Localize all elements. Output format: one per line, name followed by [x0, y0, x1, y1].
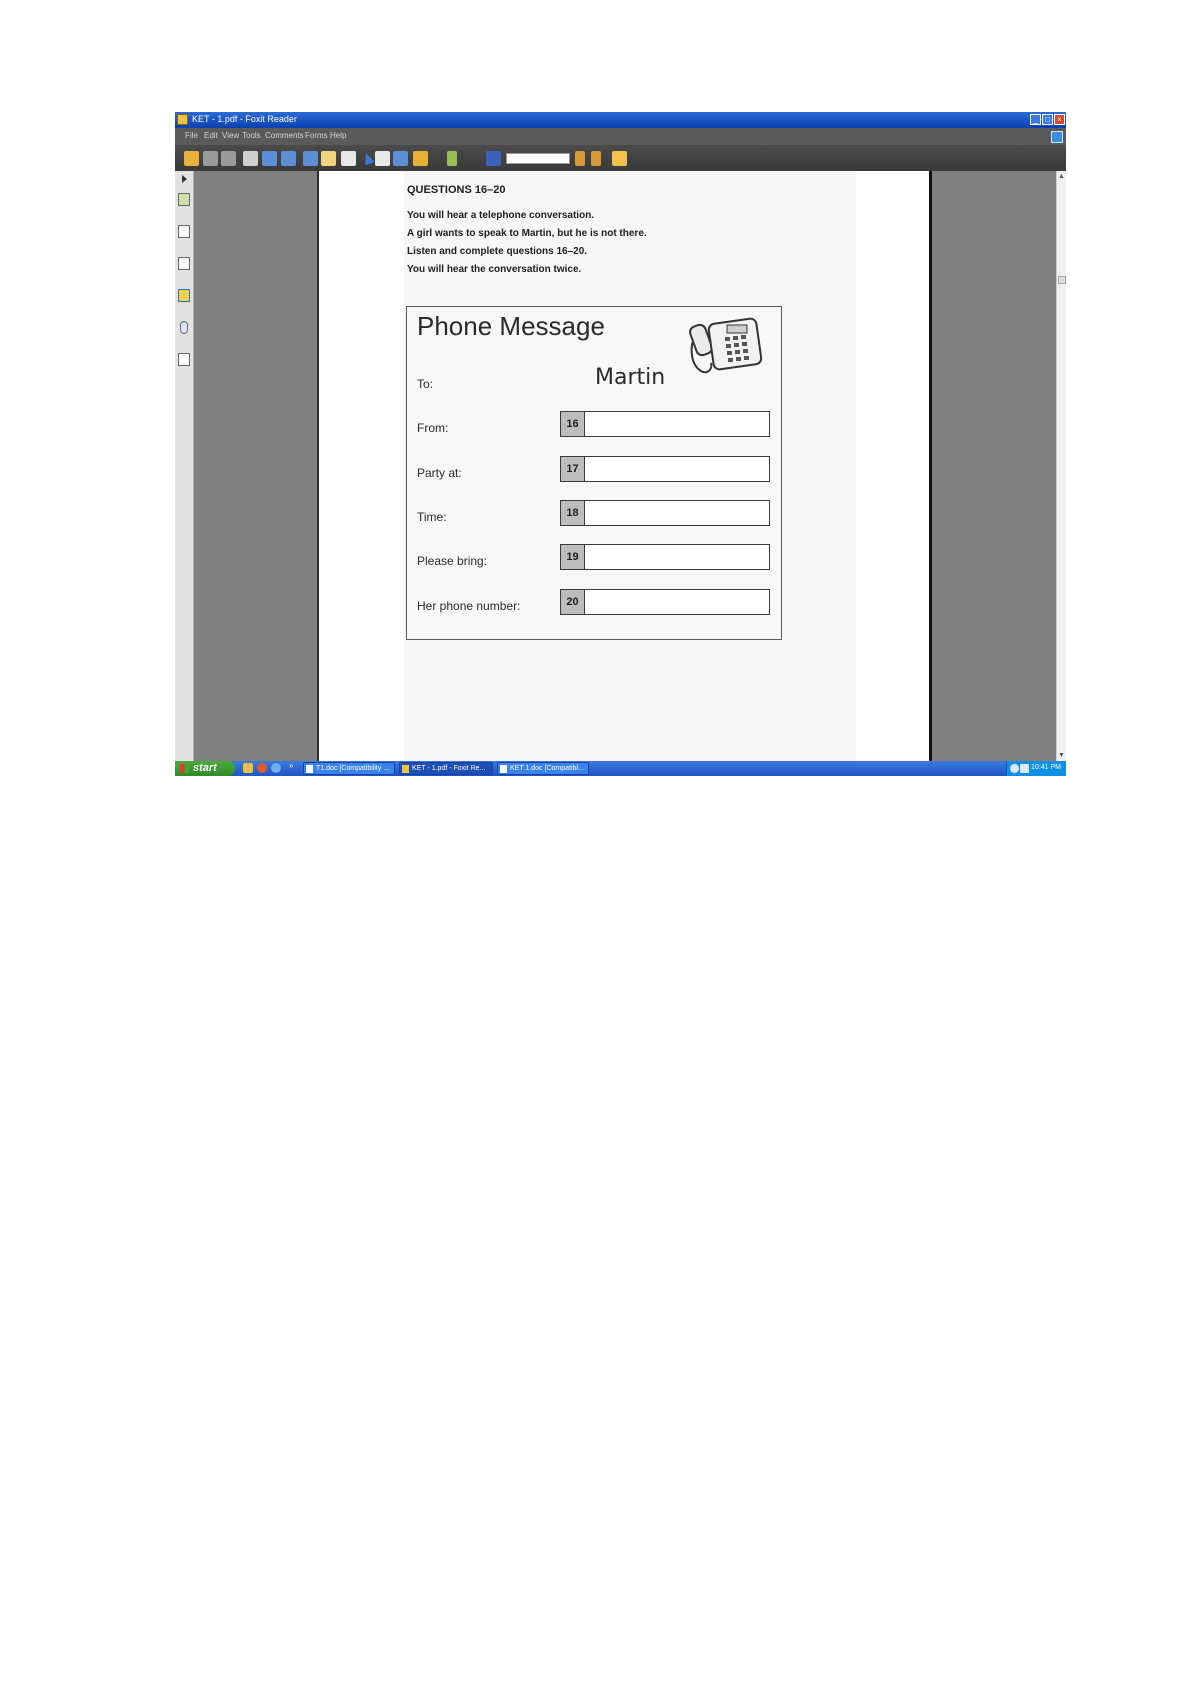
- menu-comments[interactable]: Comments: [265, 131, 304, 140]
- highlight-icon[interactable]: [447, 151, 457, 166]
- task-label: KET 1.doc [Compatibl...: [510, 765, 584, 772]
- title-bar: [175, 112, 1066, 128]
- task-foxit-reader[interactable]: [399, 762, 493, 775]
- from-label: From:: [417, 421, 449, 435]
- image-icon[interactable]: [393, 151, 408, 166]
- hand-tool-icon[interactable]: [321, 151, 336, 166]
- navigation-panel: [175, 171, 194, 761]
- instruction-line: Listen and complete questions 16–20.: [407, 246, 588, 257]
- browser-quicklaunch-icon[interactable]: [257, 763, 267, 773]
- bookmarks-icon[interactable]: [178, 193, 190, 206]
- word-doc-icon: [306, 765, 313, 773]
- snapshot-icon[interactable]: [303, 151, 318, 166]
- vertical-scrollbar[interactable]: [1056, 171, 1066, 761]
- print-icon[interactable]: [243, 151, 258, 166]
- windows-logo-icon: [180, 764, 189, 773]
- question-number: 16: [561, 412, 585, 436]
- instruction-line: A girl wants to speak to Martin, but he is not there.: [407, 228, 647, 239]
- menu-help[interactable]: Help: [330, 131, 347, 140]
- find-input[interactable]: [506, 153, 570, 164]
- comments-icon[interactable]: [178, 289, 190, 302]
- taskbar: [175, 761, 1066, 776]
- menu-tools[interactable]: Tools: [242, 131, 261, 140]
- phone-number-label: Her phone number:: [417, 599, 521, 613]
- restore-view-icon[interactable]: [1051, 131, 1063, 143]
- save-icon[interactable]: [203, 151, 218, 166]
- scroll-thumb[interactable]: [1058, 276, 1066, 284]
- select-arrow-icon[interactable]: [359, 151, 374, 166]
- task-ket1-doc[interactable]: [497, 762, 589, 775]
- restore-button[interactable]: □: [1042, 114, 1053, 125]
- language-icon[interactable]: [1020, 764, 1029, 773]
- answer-field-19[interactable]: [560, 544, 770, 570]
- pdf-page: [319, 171, 929, 761]
- word-doc-icon: [500, 765, 507, 773]
- instruction-line: You will hear the conversation twice.: [407, 264, 582, 275]
- clock: 10:41 PM: [1031, 764, 1061, 771]
- scanned-exam-page: [404, 171, 856, 761]
- answer-field-18[interactable]: [560, 500, 770, 526]
- toolbar: [175, 145, 1066, 171]
- document-viewer[interactable]: [194, 171, 1056, 761]
- phone-message-title: Phone Message: [417, 311, 605, 341]
- fit-width-icon[interactable]: [281, 151, 296, 166]
- pages-icon[interactable]: [178, 225, 190, 238]
- recipient-name: Martin: [595, 365, 666, 390]
- foxit-task-icon: [402, 765, 409, 773]
- security-lock-icon[interactable]: [413, 151, 428, 166]
- question-number: 17: [561, 457, 585, 481]
- expand-arrow-icon[interactable]: [182, 175, 187, 183]
- layers-icon[interactable]: [178, 257, 190, 270]
- instruction-line: You will hear a telephone conversation.: [407, 210, 595, 221]
- open-folder-icon[interactable]: [184, 151, 199, 166]
- previous-result-icon[interactable]: [575, 151, 585, 166]
- fit-page-icon[interactable]: [262, 151, 277, 166]
- start-button[interactable]: [175, 761, 235, 776]
- minimize-button[interactable]: _: [1030, 114, 1041, 125]
- close-button[interactable]: ×: [1054, 114, 1065, 125]
- phone-message-form: [406, 306, 782, 640]
- task-label: T1.doc [Compatibility ...: [316, 765, 390, 772]
- zoom-icon[interactable]: [341, 151, 356, 166]
- telephone-icon: [687, 317, 767, 379]
- foxit-app-icon: [177, 114, 188, 125]
- foxit-quicklaunch-icon[interactable]: [243, 763, 253, 773]
- answer-field-16[interactable]: [560, 411, 770, 437]
- scroll-up-icon[interactable]: ▲: [1058, 173, 1065, 180]
- to-label: To:: [417, 377, 434, 391]
- questions-heading: QUESTIONS 16–20: [407, 184, 506, 196]
- save-as-icon[interactable]: [221, 151, 236, 166]
- system-tray: [1006, 761, 1066, 776]
- party-at-label: Party at:: [417, 466, 462, 480]
- quicklaunch-more-icon[interactable]: »: [289, 761, 294, 770]
- screenshot-frame: [175, 112, 1066, 776]
- time-label: Time:: [417, 510, 447, 524]
- note-icon[interactable]: [612, 151, 627, 166]
- task-t1-doc[interactable]: [303, 762, 395, 775]
- signatures-icon[interactable]: [178, 353, 190, 366]
- ie-quicklaunch-icon[interactable]: [271, 763, 281, 773]
- task-label: KET - 1.pdf - Foxit Re...: [412, 765, 486, 772]
- next-result-icon[interactable]: [591, 151, 601, 166]
- attachments-icon[interactable]: [180, 321, 188, 334]
- window-title: KET - 1.pdf - Foxit Reader: [192, 114, 297, 124]
- answer-field-20[interactable]: [560, 589, 770, 615]
- volume-icon[interactable]: [1010, 764, 1019, 773]
- find-binoculars-icon[interactable]: [486, 151, 501, 166]
- please-bring-label: Please bring:: [417, 554, 488, 568]
- menu-file[interactable]: File: [185, 131, 198, 140]
- menu-bar: [175, 128, 1066, 145]
- question-number: 20: [561, 590, 585, 614]
- menu-forms[interactable]: Forms: [305, 131, 328, 140]
- text-select-icon[interactable]: [375, 151, 390, 166]
- scroll-down-icon[interactable]: ▼: [1058, 752, 1065, 759]
- answer-field-17[interactable]: [560, 456, 770, 482]
- menu-edit[interactable]: Edit: [204, 131, 218, 140]
- page-edge-right: [929, 171, 932, 761]
- menu-view[interactable]: View: [222, 131, 240, 140]
- start-label: start: [193, 762, 217, 774]
- question-number: 19: [561, 545, 585, 569]
- question-number: 18: [561, 501, 585, 525]
